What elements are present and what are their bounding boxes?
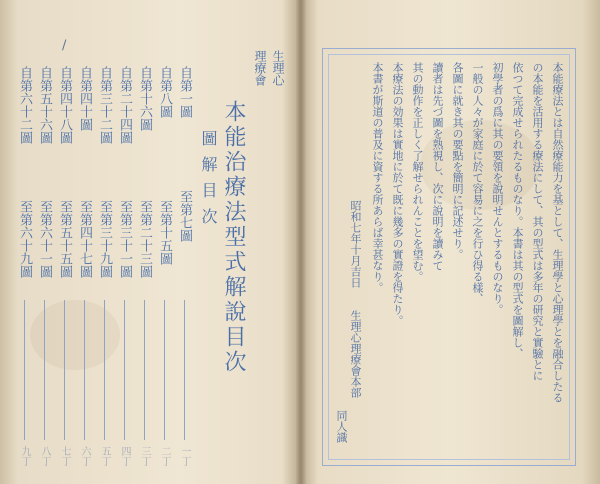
- main-title: 本能治療法型式解說目次: [221, 100, 246, 375]
- preface-date: 昭和七年十月吉日: [349, 200, 362, 288]
- entry-from-6: 自第四十圖: [77, 66, 92, 131]
- entry-from-9: 自第六十二圖: [17, 66, 32, 144]
- leader-line: [144, 300, 145, 440]
- preface-line-7: 讀者は先づ圖を熟視し、次に說明を讀みて: [431, 62, 444, 271]
- preface-line-10: 本書が斯道の普及に資する所あらば幸甚なり。: [371, 62, 384, 293]
- entry-to-3: 至第二十三圖: [137, 200, 152, 278]
- entry-page-8: 八丁: [39, 446, 50, 466]
- preface-line-5: 一般の人々が家庭に於て容易に之を行ひ得る樣、: [471, 62, 484, 304]
- entry-to-1: 至第七圖: [177, 190, 192, 242]
- entry-to-8: 至第六十一圖: [37, 200, 52, 278]
- book-gutter: [296, 0, 306, 484]
- preface-signature-name: 同人識: [335, 410, 348, 443]
- entry-to-7: 至第五十五圖: [57, 200, 72, 278]
- entry-page-1: 一丁: [179, 446, 190, 466]
- entry-page-4: 四丁: [119, 446, 130, 466]
- preface-line-8: 其の動作を正しく了解せられんことを望む。: [411, 62, 424, 282]
- entry-page-9: 九丁: [19, 446, 30, 466]
- publisher-line-1: 生理心: [271, 50, 285, 86]
- entry-page-6: 六丁: [79, 446, 90, 466]
- preface-line-1: 本能療法とは自然療能力を基として、生理學と心理學とを融合したる: [551, 62, 564, 403]
- leader-line: [64, 300, 65, 440]
- preface-line-4: 初學者の爲に其の要領を說明せんとするものなり。: [491, 62, 504, 315]
- entry-from-2: 自第八圖: [157, 66, 172, 118]
- leader-line: [164, 300, 165, 440]
- entry-from-5: 自第三十二圖: [97, 66, 112, 144]
- entry-to-5: 至第三十九圖: [97, 200, 112, 278]
- preface-line-9: 本療法の効果は實地に於て既に幾多の實證を得たり。: [391, 62, 404, 326]
- preface-line-2: の本能を活用する療法にして、其の型式は多年の研究と實驗とに: [531, 62, 544, 381]
- entry-to-2: 至第十五圖: [157, 200, 172, 265]
- preface-signature: 生理心理療會本部: [349, 310, 362, 398]
- publisher-line-2: 理療會: [253, 50, 267, 86]
- leader-line: [124, 300, 125, 440]
- leader-line: [84, 300, 85, 440]
- entry-to-9: 至第六十九圖: [17, 200, 32, 278]
- entry-page-5: 五丁: [99, 446, 110, 466]
- entry-to-4: 至第三十一圖: [117, 200, 132, 278]
- preface-line-3: 依つて完成せられたるものなり。本書は其の型式を圖解し、: [511, 62, 524, 359]
- leader-line: [184, 300, 185, 440]
- leader-line: [104, 300, 105, 440]
- leader-line: [44, 300, 45, 440]
- entry-page-7: 七丁: [59, 446, 70, 466]
- entry-from-8: 自第五十六圖: [37, 66, 52, 144]
- entry-from-3: 自第十六圖: [137, 66, 152, 131]
- preface-line-6: 各圖に就き其の要點を簡明に記述せり。: [451, 62, 464, 260]
- leader-line: [24, 300, 25, 440]
- entry-page-3: 三丁: [139, 446, 150, 466]
- entry-page-2: 二丁: [159, 446, 170, 466]
- page-mark: /: [62, 38, 67, 53]
- entry-from-1: 自第一圖: [177, 66, 192, 118]
- entry-to-6: 至第四十七圖: [77, 200, 92, 278]
- sub-title: 圖解目次: [199, 130, 218, 234]
- entry-from-4: 自第二十四圖: [117, 66, 132, 144]
- entry-from-7: 自第四十八圖: [57, 66, 72, 144]
- left-page-table-of-contents: [0, 0, 298, 484]
